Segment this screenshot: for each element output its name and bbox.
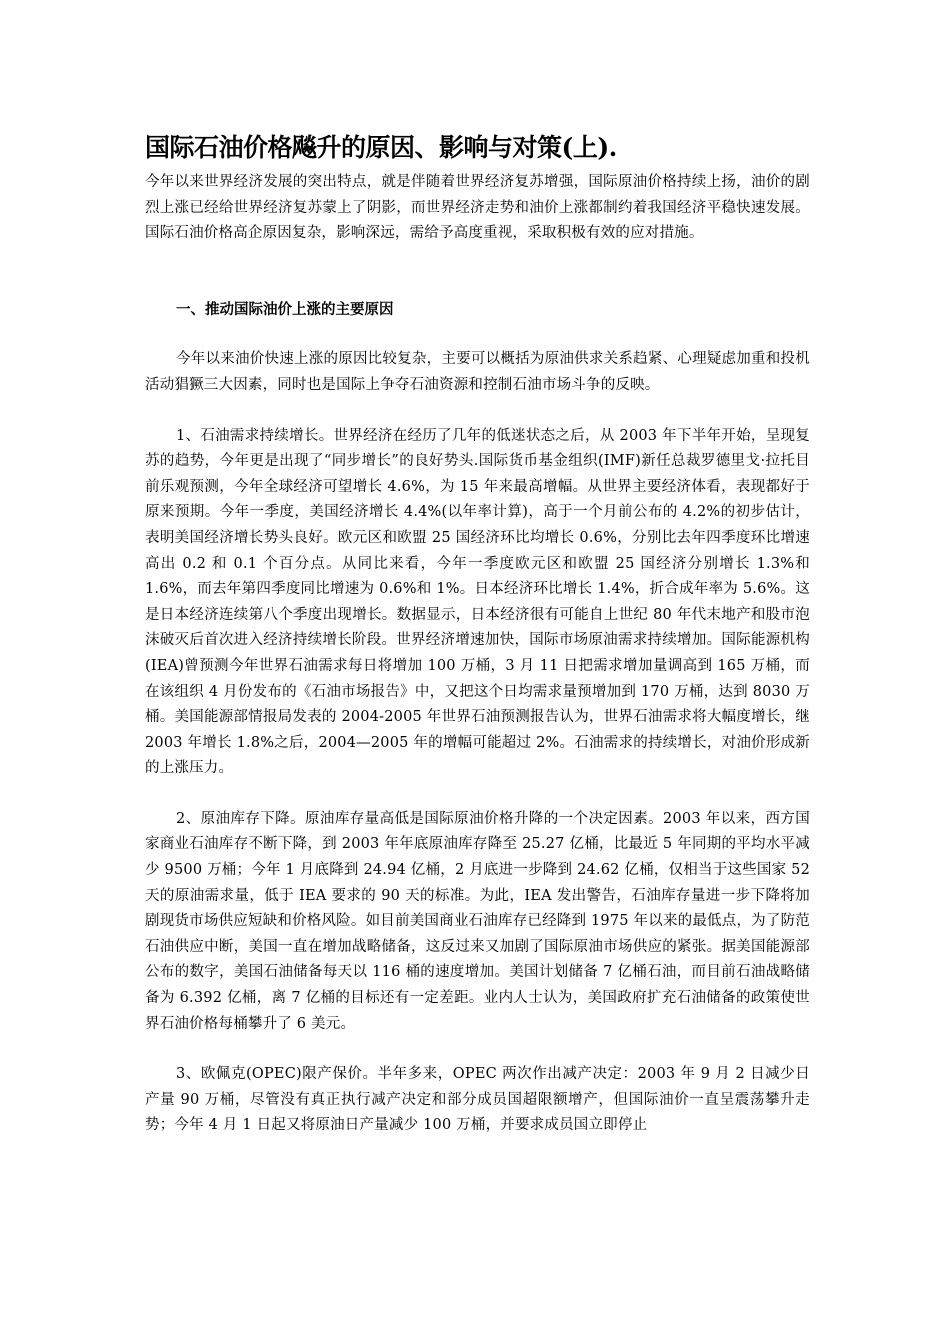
spacer: [145, 322, 810, 347]
point-2-paragraph: 2、原油库存下降。原油库存量高低是国际原油价格升降的一个决定因素。2003 年以来，西方国家商业石油库存不断下降，到 2003 年年底原油库存降至 25.27 亿桶，比最近 5 年同期的平均水平减少 9500 万桶；今年 1 月底降到 24.94 亿桶，2 月底进一步降到 24.62 亿桶，仅相当于这些国家 52 天的原油需求量，低于 IEA 要求的 90 天的标准。为此，IEA 发出警告，石油库存量进一步下降将加剧现货市场供应短缺和价格风险。如目前美国商业石油库存已经降到 1975 年以来的最低点，为了防范石油供应中断，美国一直在增加战略储备，这反过来又加剧了国际原油市场供应的紧张。据美国能源部公布的数字，美国石油储备每天以 116 桶的速度增加。美国计划储备 7 亿桶石油，而目前石油战略储备为 6.392 亿桶，离 7 亿桶的目标还有一定差距。业内人士认为，美国政府扩充石油储备的政策使世界石油价格每桶攀升了 6 美元。: [145, 810, 810, 1032]
section-heading: 一、推动国际油价上涨的主要原因: [176, 300, 394, 318]
spacer: [145, 399, 810, 424]
spacer: [145, 782, 810, 807]
section-intro-paragraph: 今年以来油价快速上涨的原因比较复杂，主要可以概括为原油供求关系趋紧、心理疑虑加重和投机活动猖獗三大因素，同时也是国际上争夺石油资源和控制石油市场斗争的反映。: [145, 351, 810, 393]
point-1-paragraph: 1、石油需求持续增长。世界经济在经历了几年的低迷状态之后，从 2003 年下半年开始，呈现复苏的趋势，今年更是出现了“同步增长”的良好势头.国际货币基金组织(IMF)新任总裁罗德里戈·拉托目前乐观预测，今年全球经济可望增长 4.6%，为 15 年来最高增幅。从世界主要经济体看，表现都好于原来预期。今年一季度，美国经济增长 4.4%(以年率计算)，高于一个月前公布的 4.2%的初步估计，表明美国经济增长势头良好。欧元区和欧盟 25 国经济环比均增长 0.6%，分别比去年四季度环比增速高出 0.2 和 0.1 个百分点。从同比来看，今年一季度欧元区和欧盟 25 国经济分别增长 1.3%和 1.6%，而去年第四季度同比增速为 0.6%和 1%。日本经济环比增长 1.4%，折合成年率为 5.6%。这是日本经济连续第八个季度出现增长。数据显示，日本经济很有可能自上世纪 80 年代末地产和股市泡沫破灭后首次进入经济持续增长阶段。世界经济增速加快，国际市场原油需求持续增加。国际能源机构(IEA)曾预测今年世界石油需求每日将增加 100 万桶，3 月 11 日把需求增加量调高到 165 万桶，而在该组织 4 月份发布的《石油市场报告》中，又把这个日均需求量预增加到 170 万桶，达到 8030 万桶。美国能源部情报局发表的 2004-2005 年世界石油预测报告认为，世界石油需求将大幅度增长，继 2003 年增长 1.8%之后，2004—2005 年的增幅可能超过 2%。石油需求的持续增长，对油价形成新的上涨压力。: [145, 427, 810, 777]
spacer: [145, 247, 810, 297]
intro-paragraph: 今年以来世界经济发展的突出特点，就是伴随着世界经济复苏增强，国际原油价格持续上扬，油价的剧烈上涨已经给世界经济复苏蒙上了阴影，而世界经济走势和油价上涨都制约着我国经济平稳快速发展。国际石油价格高企原因复杂，影响深远，需给予高度重视，采取积极有效的应对措施。: [145, 174, 810, 242]
point-3-paragraph: 3、欧佩克(OPEC)限产保价。半年多来，OPEC 两次作出减产决定：2003 年 9 月 2 日减少日产量 90 万桶，尽管没有真正执行减产决定和部分成员国超限额增产，但国际油价一直呈震荡攀升走势；今年 4 月 1 日起又将原油日产量减少 100 万桶，并要求成员国立即停止: [145, 1066, 810, 1134]
document-page: [145, 130, 810, 1139]
document-title: 国际石油价格飚升的原因、影响与对策(上).: [145, 133, 617, 162]
spacer: [145, 1037, 810, 1062]
